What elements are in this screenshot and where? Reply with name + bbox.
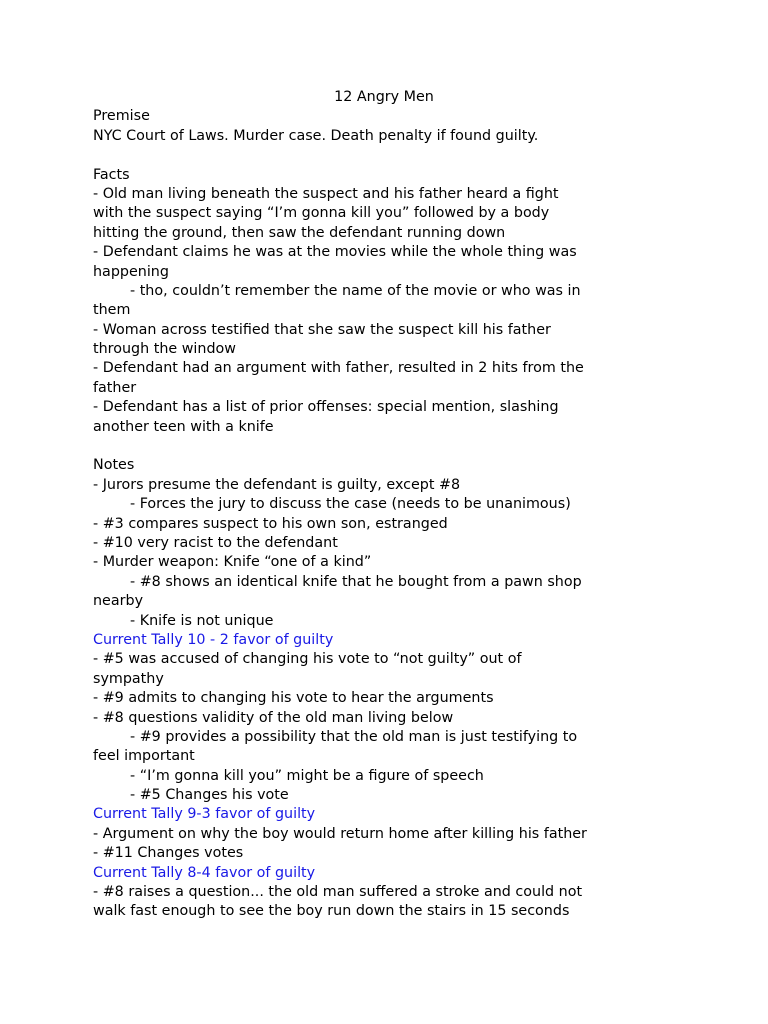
indented-bullet-line: - “I’m gonna kill you” might be a figure of speech [130, 767, 484, 784]
text-line: walk fast enough to see the boy run down the stairs in 15 seconds [93, 903, 570, 920]
text-line: them [93, 302, 131, 319]
indented-bullet-line: - tho, couldn’t remember the name of the movie or who was in [130, 282, 581, 299]
text-line: - #11 Changes votes [93, 845, 244, 862]
document-title [0, 88, 768, 107]
text-line: - #9 admits to changing his vote to hear the arguments [93, 690, 494, 707]
indented-bullet-line: - #9 provides a possibility that the old man is just testifying to [130, 728, 578, 745]
blank-line [0, 437, 768, 456]
tally-heading: Current Tally 8-4 favor of guilty [93, 864, 316, 881]
text-line: NYC Court of Laws. Murder case. Death penalty if found guilty. [93, 127, 539, 144]
tally-heading: Current Tally 9-3 favor of guilty [93, 806, 316, 823]
indented-bullet-line: - Forces the jury to discuss the case (needs to be unanimous) [130, 496, 571, 513]
text-line: - Woman across testified that she saw the suspect kill his father [93, 321, 551, 338]
text-line: - Defendant claims he was at the movies while the whole thing was [93, 244, 577, 261]
document-body [0, 107, 768, 921]
document-page [0, 88, 768, 922]
document-title-text: 12 Angry Men [334, 89, 434, 105]
indented-bullet-line: - Knife is not unique [130, 612, 274, 629]
text-line: hitting the ground, then saw the defendant running down [93, 224, 506, 241]
text-line: - Jurors presume the defendant is guilty, except #8 [93, 476, 461, 493]
text-line: - Argument on why the boy would return home after killing his father [93, 825, 587, 842]
text-line: - #3 compares suspect to his own son, estranged [93, 515, 448, 532]
text-line: - #8 raises a question... the old man suffered a stroke and could not [93, 884, 583, 901]
text-line: - #5 was accused of changing his vote to “not guilty” out of [93, 651, 522, 668]
indented-bullet-line: - #5 Changes his vote [130, 787, 289, 804]
text-line: happening [93, 263, 169, 280]
text-line: through the window [93, 341, 236, 358]
section-heading: Facts [93, 166, 130, 183]
text-line: sympathy [93, 670, 164, 687]
text-line: with the suspect saying “I’m gonna kill you” followed by a body [93, 205, 550, 222]
text-line: - Defendant had an argument with father, resulted in 2 hits from the [93, 360, 584, 377]
text-line: - Defendant has a list of prior offenses: special mention, slashing [93, 399, 559, 416]
text-line: feel important [93, 748, 195, 765]
text-line: another teen with a knife [93, 418, 274, 435]
section-heading: Premise [93, 108, 150, 125]
tally-heading: Current Tally 10 - 2 favor of guilty [93, 631, 334, 648]
section-heading: Notes [93, 457, 135, 474]
indented-bullet-line: - #8 shows an identical knife that he bought from a pawn shop [130, 573, 582, 590]
text-line: - #10 very racist to the defendant [93, 534, 338, 551]
blank-line [0, 146, 768, 165]
text-line: - Old man living beneath the suspect and his father heard a fight [93, 185, 559, 202]
text-line: - #8 questions validity of the old man living below [93, 709, 454, 726]
text-line: father [93, 379, 137, 396]
text-line: - Murder weapon: Knife “one of a kind” [93, 554, 372, 571]
text-line: nearby [93, 593, 144, 610]
